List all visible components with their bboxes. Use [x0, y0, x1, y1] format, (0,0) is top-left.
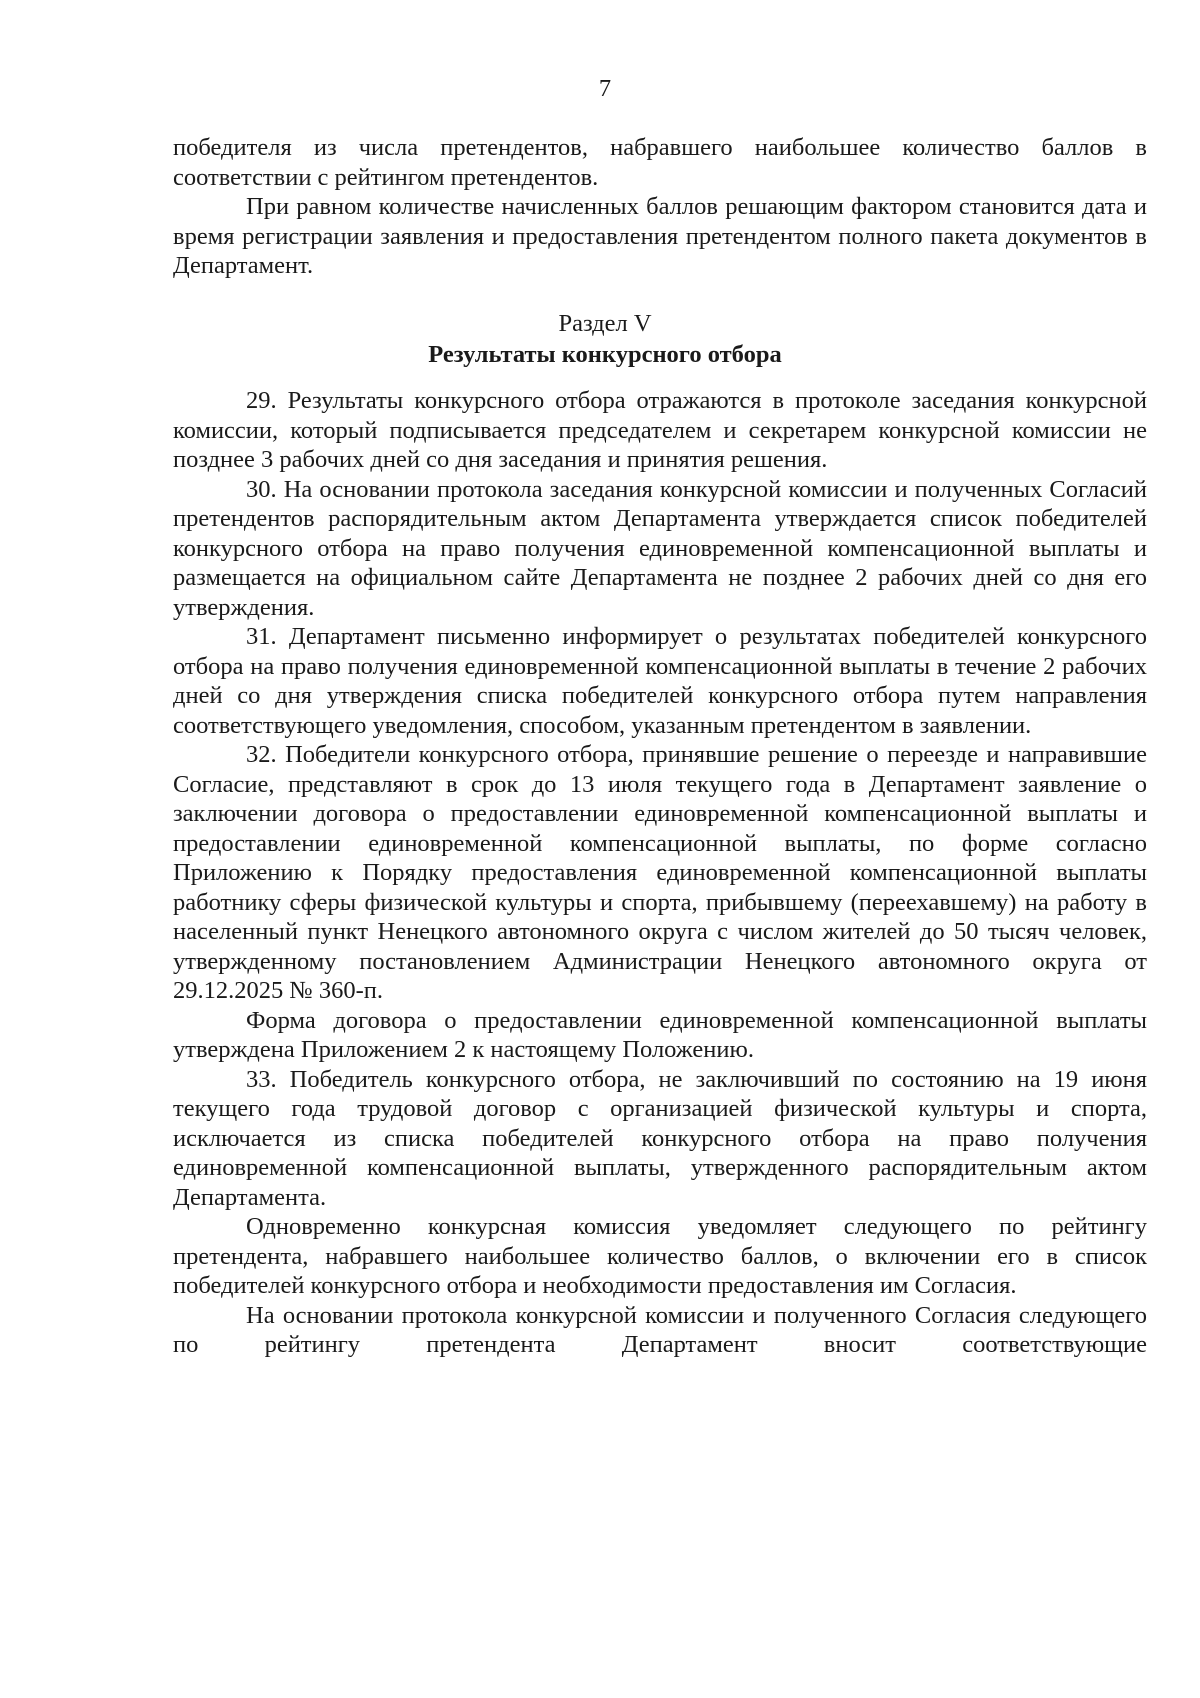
- page-number: 7: [598, 75, 612, 102]
- section-text-block: [173, 386, 1147, 1360]
- paragraph-contract-form: Форма договора о предоставлении единовременной компенсационной выплаты утверждена Приложением 2 к настоящему Положению.: [173, 1006, 1147, 1063]
- paragraph-continued: На основании протокола конкурсной комиссии и полученного Согласия следующего по рейтингу претендента Департамент вносит соответствующие: [173, 1301, 1147, 1358]
- paragraph-notification: Одновременно конкурсная комиссия уведомляет следующего по рейтингу претендента, набравшего наибольшее количество баллов, о включении его в список победителей конкурсного отбора и необходимости предоставления им Согласия.: [173, 1213, 1147, 1299]
- paragraph-32: 32. Победители конкурсного отбора, принявшие решение о переезде и направившие Согласие, представляют в срок до 13 июля текущего года в Департамент заявление о заключении договора о предоставлении единовременной компенсационной выплаты и предоставлении единовременной компенсационной выплаты, по форме согласно Приложению к Порядку предоставления единовременной компенсационной выплаты работнику сферы физической культуры и спорта, прибывшему (переехавшему) на работу в населенный пункт Ненецкого автономного округа с числом жителей до 50 тысяч человек, утвержденному постановлением Администрации Ненецкого автономного округа от 29.12.2025 № 360-п.: [173, 741, 1147, 1004]
- section-label: Раздел V: [558, 310, 652, 337]
- section-heading: [0, 309, 1200, 369]
- paragraph-30: 30. На основании протокола заседания конкурсной комиссии и полученных Согласий претендентов распорядительным актом Департамента утверждается список победителей конкурсного отбора на право получения единовременной компенсационной выплаты и размещается на официальном сайте Департамента не позднее 2 рабочих дней со дня его утверждения.: [173, 475, 1147, 621]
- section-title: Результаты конкурсного отбора: [428, 340, 782, 368]
- paragraph-33: 33. Победитель конкурсного отбора, не заключивший по состоянию на 19 июня текущего года трудовой договор с организацией физической культуры и спорта, исключается из списка победителей конкурсного отбора на право получения единовременной компенсационной выплаты, утвержденного распорядительным актом Департамента.: [173, 1065, 1147, 1211]
- paragraph: победителя из числа претендентов, набравшего наибольшее количество баллов в соответствии с рейтингом претендентов.: [173, 134, 1147, 191]
- paragraph-31: 31. Департамент письменно информирует о результатах победителей конкурсного отбора на право получения единовременной компенсационной выплаты в течение 2 рабочих дней со дня утверждения списка победителей конкурсного отбора путем направления соответствующего уведомления, способом, указанным претендентом в заявлении.: [173, 623, 1147, 739]
- paragraph: При равном количестве начисленных баллов решающим фактором становится дата и время регистрации заявления и предоставления претендентом полного пакета документов в Департамент.: [173, 193, 1147, 279]
- top-text-block: [173, 133, 1147, 281]
- paragraph-29: 29. Результаты конкурсного отбора отражаются в протоколе заседания конкурсной комиссии, который подписывается председателем и секретарем конкурсной комиссии не позднее 3 рабочих дней со дня заседания и принятия решения.: [173, 387, 1147, 473]
